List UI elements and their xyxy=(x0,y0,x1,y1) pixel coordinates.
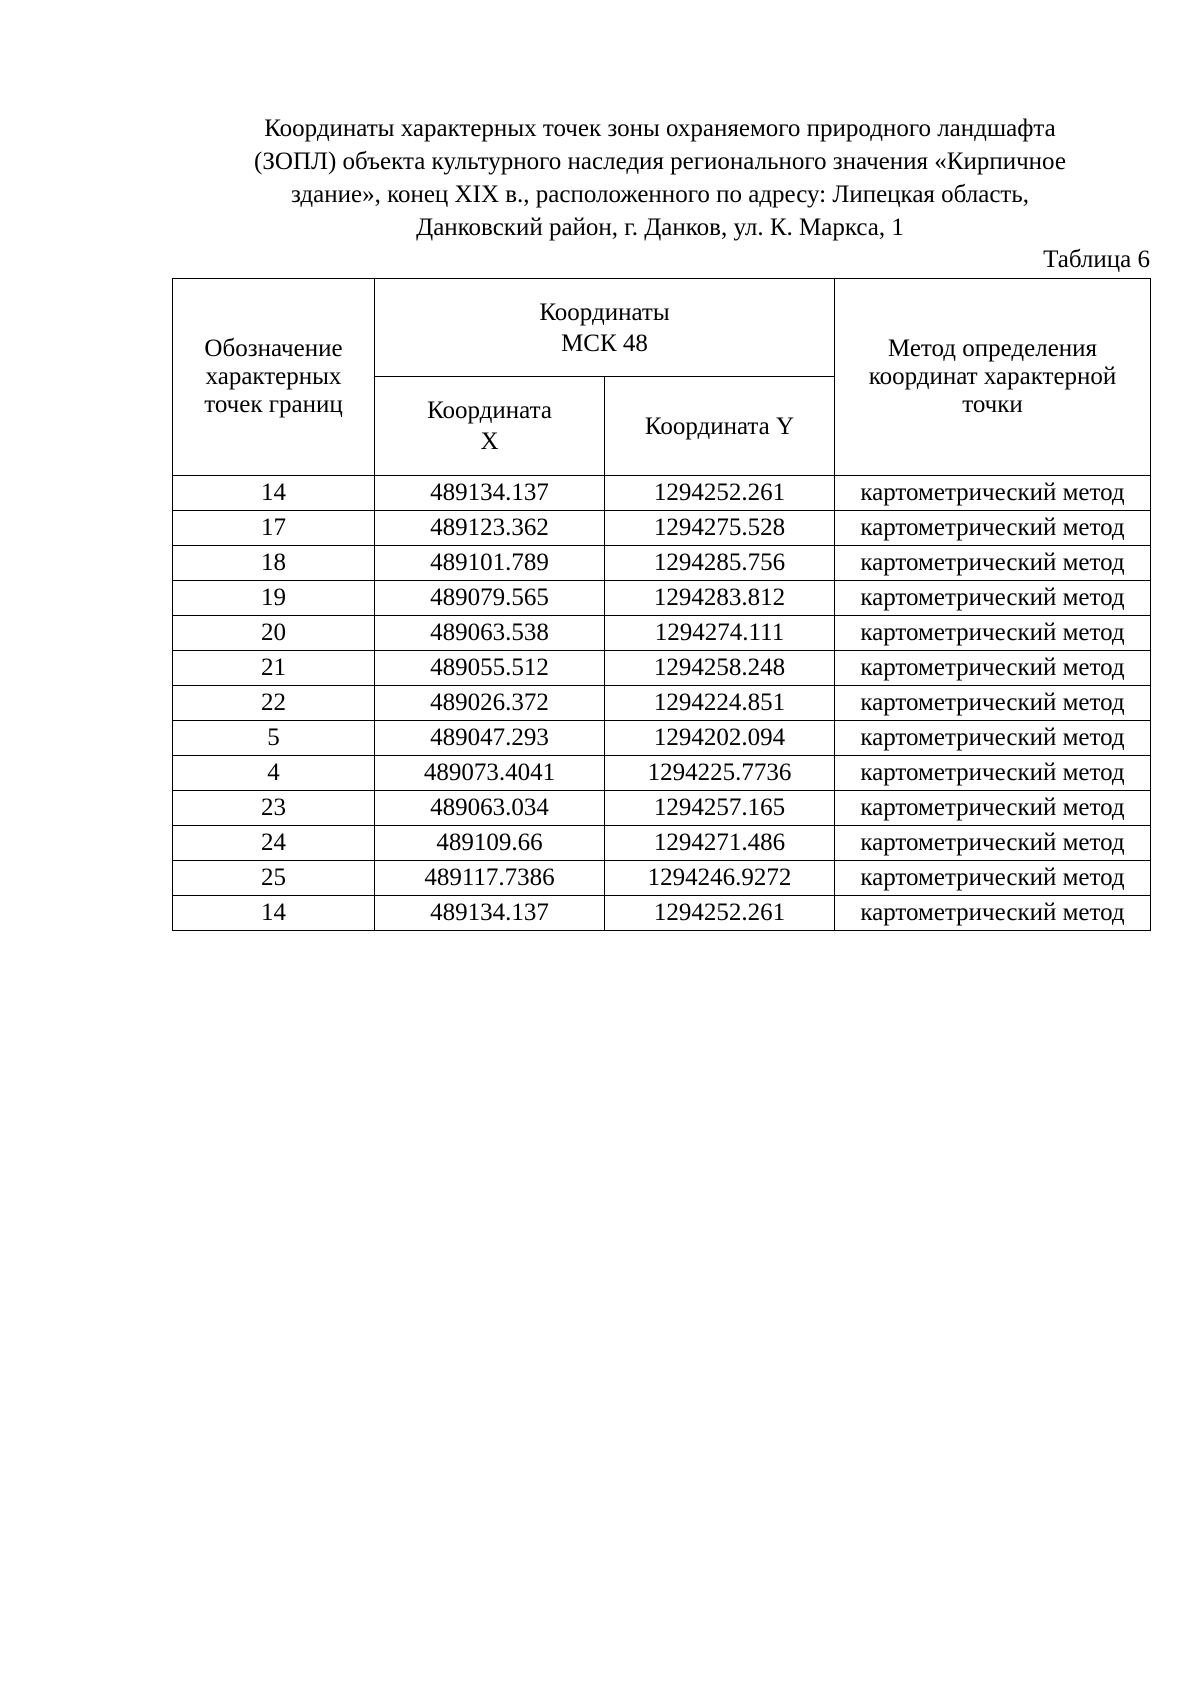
cell-coordinate-y: 1294252.261 xyxy=(605,476,835,511)
cell-coordinate-x: 489055.512 xyxy=(375,651,605,686)
cell-method: картометрический метод xyxy=(835,756,1151,791)
cell-method: картометрический метод xyxy=(835,581,1151,616)
cell-coordinate-x: 489117.7386 xyxy=(375,861,605,896)
cell-coordinate-x: 489079.565 xyxy=(375,581,605,616)
cell-coordinate-x: 489073.4041 xyxy=(375,756,605,791)
table-row xyxy=(173,686,1151,721)
cell-point: 14 xyxy=(173,476,375,511)
cell-point: 24 xyxy=(173,826,375,861)
table-row xyxy=(173,896,1151,931)
cell-point: 4 xyxy=(173,756,375,791)
title-line: (ЗОПЛ) объекта культурного наследия регионального значения «Кирпичное xyxy=(254,148,1066,175)
table-row xyxy=(173,791,1151,826)
cell-method: картометрический метод xyxy=(835,616,1151,651)
cell-method: картометрический метод xyxy=(835,511,1151,546)
header-point-designation: Обозначение характерных точек границ xyxy=(173,279,375,476)
table-row xyxy=(173,546,1151,581)
cell-coordinate-y: 1294246.9272 xyxy=(605,861,835,896)
cell-point: 22 xyxy=(173,686,375,721)
title-line: здание», конец XIX в., расположенного по адресу: Липецкая область, xyxy=(290,181,1030,208)
cell-coordinate-x: 489123.362 xyxy=(375,511,605,546)
table-row xyxy=(173,511,1151,546)
table-number-label: Таблица 6 xyxy=(1043,246,1150,273)
cell-point: 21 xyxy=(173,651,375,686)
title-line: Координаты характерных точек зоны охраняемого природного ландшафта xyxy=(264,115,1056,142)
cell-point: 19 xyxy=(173,581,375,616)
cell-method: картометрический метод xyxy=(835,826,1151,861)
cell-coordinate-x: 489026.372 xyxy=(375,686,605,721)
cell-coordinate-x: 489109.66 xyxy=(375,826,605,861)
cell-coordinate-y: 1294224.851 xyxy=(605,686,835,721)
cell-method: картометрический метод xyxy=(835,476,1151,511)
table-row xyxy=(173,581,1151,616)
table-row xyxy=(173,721,1151,756)
table-row xyxy=(173,826,1151,861)
cell-coordinate-y: 1294285.756 xyxy=(605,546,835,581)
table-row xyxy=(173,756,1151,791)
cell-coordinate-x: 489063.034 xyxy=(375,791,605,826)
cell-coordinate-y: 1294202.094 xyxy=(605,721,835,756)
header-coordinates: Координаты МСК 48 xyxy=(375,279,835,377)
header-coordinate-x: Координата X xyxy=(375,377,605,476)
cell-point: 25 xyxy=(173,861,375,896)
header-coordinate-y: Координата Y xyxy=(605,377,835,476)
cell-coordinate-y: 1294252.261 xyxy=(605,896,835,931)
cell-method: картометрический метод xyxy=(835,861,1151,896)
cell-method: картометрический метод xyxy=(835,651,1151,686)
cell-coordinate-y: 1294257.165 xyxy=(605,791,835,826)
table-body xyxy=(173,476,1151,931)
table-header xyxy=(173,279,1151,476)
cell-method: картометрический метод xyxy=(835,721,1151,756)
cell-method: картометрический метод xyxy=(835,546,1151,581)
cell-coordinate-y: 1294274.111 xyxy=(605,616,835,651)
header-method: Метод определения координат характерной точки xyxy=(835,279,1151,476)
table-row xyxy=(173,616,1151,651)
cell-coordinate-y: 1294275.528 xyxy=(605,511,835,546)
title-line: Данковский район, г. Данков, ул. К. Маркса, 1 xyxy=(416,214,904,241)
cell-point: 5 xyxy=(173,721,375,756)
cell-point: 23 xyxy=(173,791,375,826)
cell-coordinate-y: 1294258.248 xyxy=(605,651,835,686)
document-title xyxy=(170,112,1150,244)
cell-coordinate-x: 489134.137 xyxy=(375,476,605,511)
cell-coordinate-x: 489101.789 xyxy=(375,546,605,581)
cell-point: 20 xyxy=(173,616,375,651)
cell-method: картометрический метод xyxy=(835,791,1151,826)
cell-coordinate-y: 1294271.486 xyxy=(605,826,835,861)
cell-point: 17 xyxy=(173,511,375,546)
cell-point: 18 xyxy=(173,546,375,581)
cell-coordinate-y: 1294225.7736 xyxy=(605,756,835,791)
table-row xyxy=(173,476,1151,511)
cell-coordinate-y: 1294283.812 xyxy=(605,581,835,616)
cell-coordinate-x: 489134.137 xyxy=(375,896,605,931)
coordinates-table xyxy=(172,278,1151,931)
cell-coordinate-x: 489063.538 xyxy=(375,616,605,651)
cell-method: картометрический метод xyxy=(835,686,1151,721)
cell-coordinate-x: 489047.293 xyxy=(375,721,605,756)
table-row xyxy=(173,651,1151,686)
table-row xyxy=(173,861,1151,896)
cell-method: картометрический метод xyxy=(835,896,1151,931)
cell-point: 14 xyxy=(173,896,375,931)
